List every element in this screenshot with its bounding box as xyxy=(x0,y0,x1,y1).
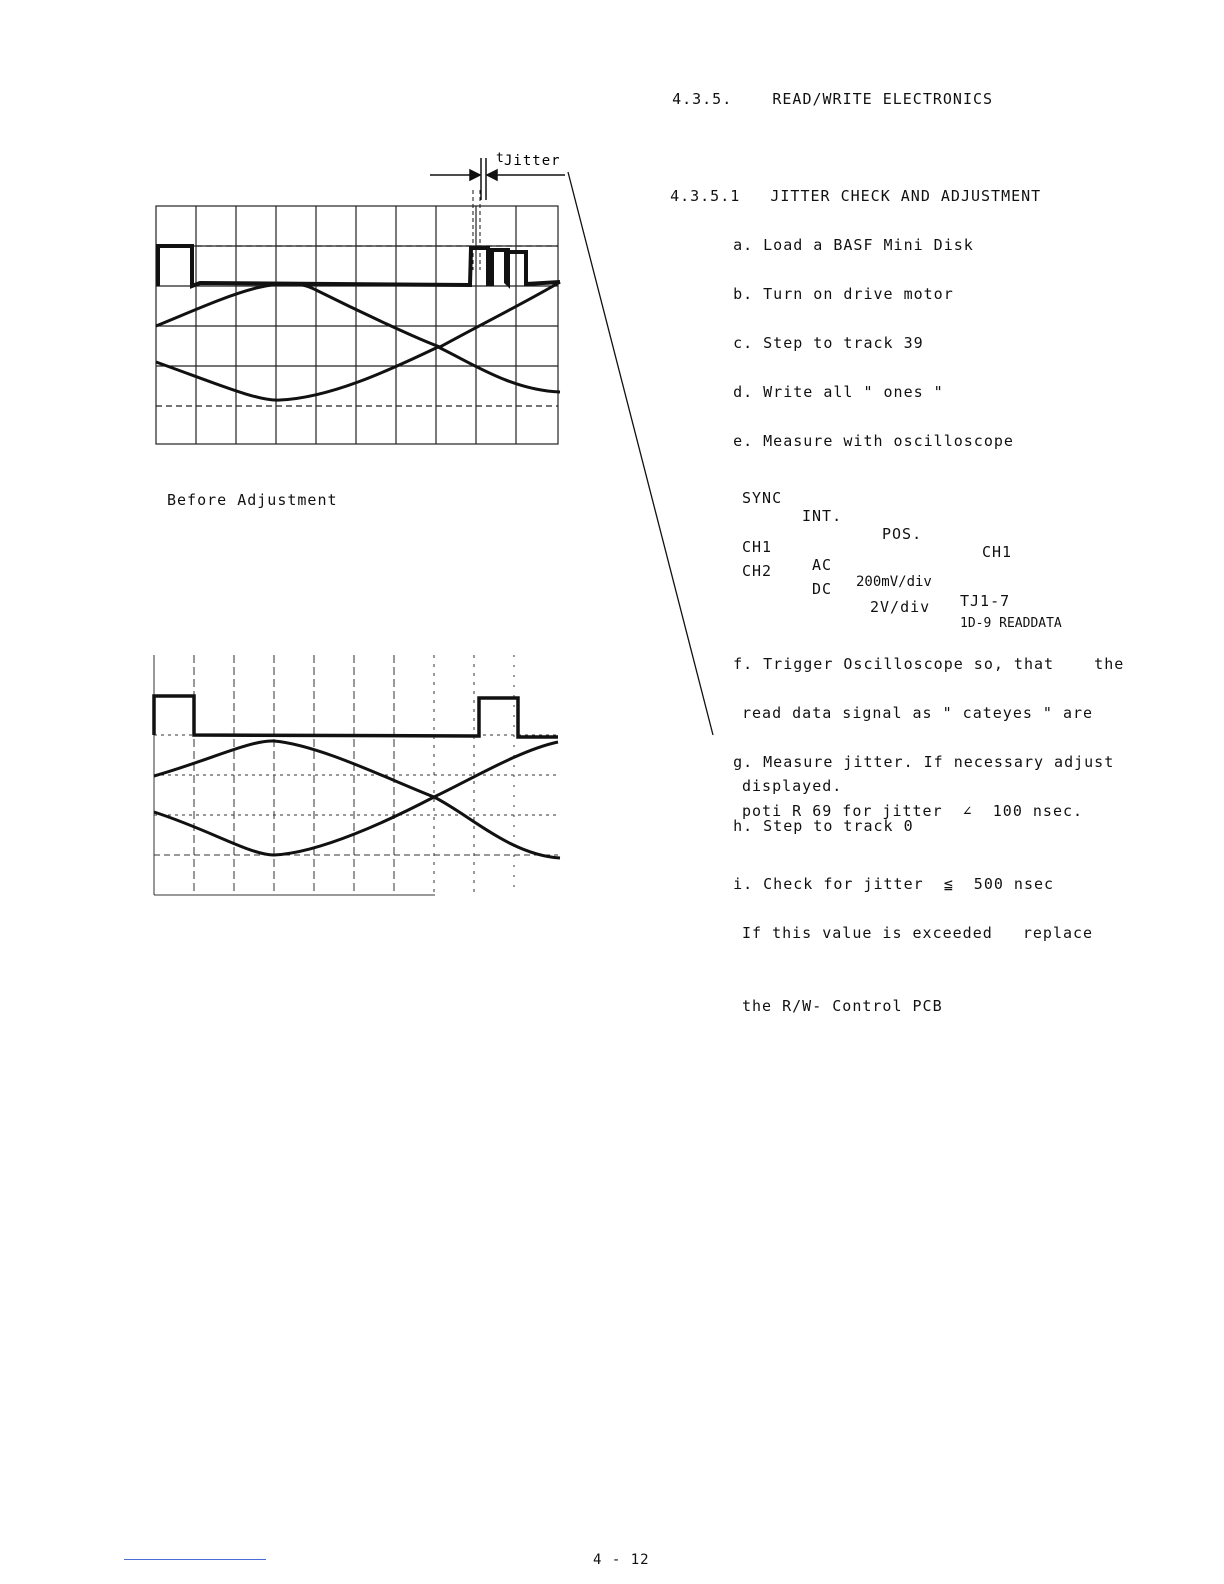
section-number: 4.3.5. xyxy=(672,90,733,108)
scope-grid xyxy=(156,206,558,444)
step-text: Write all " ones " xyxy=(763,383,944,401)
before-adjustment-caption: Before Adjustment xyxy=(167,491,338,509)
col-pos: POS. xyxy=(882,525,923,543)
step-letter: i. xyxy=(733,874,754,893)
step-text: displayed. xyxy=(742,777,843,795)
subsection-title: JITTER CHECK AND ADJUSTMENT xyxy=(770,187,1042,205)
subsection-number: 4.3.5.1 xyxy=(670,187,741,205)
col-int: INT. xyxy=(802,507,843,525)
step-letter: c. xyxy=(733,334,754,352)
step-b xyxy=(713,267,954,303)
step-text: poti R 69 for jitter ∠ 100 nsec. xyxy=(742,801,1084,820)
jitter-marker xyxy=(430,158,565,270)
eye-trace-falling-rising xyxy=(156,347,560,400)
leader-line xyxy=(568,172,713,735)
step-letter: a. xyxy=(733,236,754,254)
probe-point: 1D-9 READDATA xyxy=(960,616,1062,631)
scope-grid-after xyxy=(154,655,558,895)
page-number: 4 - 12 xyxy=(593,1552,650,1568)
step-text: read data signal as " cateyes " are xyxy=(742,703,1094,722)
eye-trace-after-2 xyxy=(154,797,560,858)
probe-point: TJ1-7 xyxy=(960,592,1011,610)
section-title: READ/WRITE ELECTRONICS xyxy=(772,90,994,108)
read-data-trace-after xyxy=(154,696,558,737)
step-text: Measure jitter. If necessary adjust xyxy=(763,752,1115,771)
step-h xyxy=(713,799,914,835)
eye-trace-after-1 xyxy=(154,741,558,797)
section-heading xyxy=(652,72,993,108)
step-letter: g. xyxy=(733,752,754,771)
step-text: Step to track 0 xyxy=(763,817,914,835)
step-text: If this value is exceeded replace xyxy=(742,923,1094,942)
step-e xyxy=(713,414,1014,450)
eye-trace-rising-falling xyxy=(156,282,560,347)
step-c xyxy=(713,316,924,352)
read-data-trace xyxy=(158,246,560,286)
step-text: Measure with oscilloscope xyxy=(763,432,1014,450)
scope-after-figure xyxy=(140,640,580,910)
footer-rule xyxy=(124,1559,266,1560)
coupling: AC xyxy=(812,556,833,574)
col-ch: CH1 xyxy=(982,543,1013,561)
jitter-t-label: t xyxy=(496,151,504,166)
step-text: Step to track 39 xyxy=(763,334,924,352)
step-text: Turn on drive motor xyxy=(763,285,954,303)
coupling: DC xyxy=(812,580,833,598)
step-letter: d. xyxy=(733,383,754,401)
col-sync: SYNC xyxy=(742,489,783,507)
step-text: Trigger Oscilloscope so, that the xyxy=(763,654,1125,673)
step-letter: e. xyxy=(733,432,754,450)
step-text: Check for jitter ≦ 500 nsec xyxy=(763,874,1055,893)
step-text: Load a BASF Mini Disk xyxy=(763,236,974,254)
step-letter: f. xyxy=(733,654,754,673)
channel: CH1 xyxy=(742,538,773,556)
channel: CH2 xyxy=(742,562,773,580)
step-a xyxy=(713,218,974,254)
step-letter: b. xyxy=(733,285,754,303)
volts-per-div: 200mV/div xyxy=(856,574,932,590)
step-text: the R/W- Control PCB xyxy=(742,997,943,1015)
volts-per-div: 2V/div xyxy=(870,598,931,616)
jitter-label: Jitter xyxy=(504,153,561,169)
step-letter: h. xyxy=(733,817,754,835)
step-i xyxy=(713,847,1093,1043)
step-d xyxy=(713,365,944,401)
